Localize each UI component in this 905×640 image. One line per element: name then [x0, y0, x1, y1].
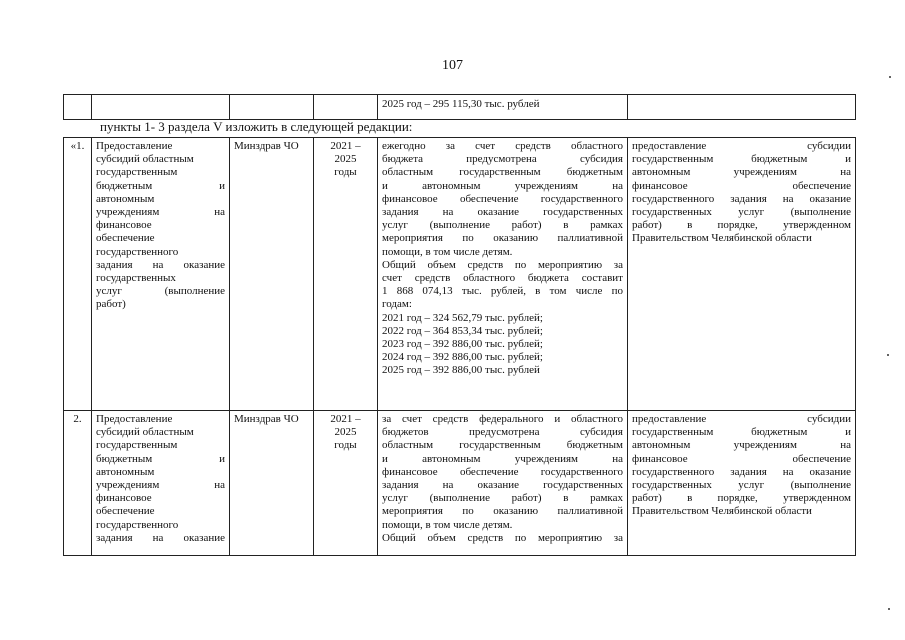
cell-period [314, 95, 378, 120]
text-line: государственного задания на оказание [632, 465, 851, 478]
cell-executor: Минздрав ЧО [230, 138, 314, 411]
text-line: финансовое обеспечение [632, 179, 851, 192]
text-line: государственного задания на оказание [632, 192, 851, 205]
text-line: государственных услуг (выполнение [632, 479, 851, 492]
text-line: Предоставление [96, 413, 173, 425]
cell-activity [378, 411, 628, 556]
text-line: за счет средств федерального и областного [382, 413, 623, 425]
text-line: государственных [96, 272, 176, 285]
text-line: обеспечение [96, 232, 155, 245]
text-line: автономным [96, 465, 155, 478]
cell-description [92, 138, 230, 411]
text-line: финансовое обеспечение государственного [382, 192, 623, 205]
scan-speck [889, 76, 891, 78]
cell-period [314, 138, 378, 411]
text-line: задания на оказание [96, 531, 225, 544]
cell-num: 2. [64, 411, 92, 556]
text-line: предоставление субсидии [632, 140, 851, 152]
text-line: 2021 – [330, 413, 361, 425]
text-line: годы [334, 439, 357, 452]
measures-table [63, 137, 856, 556]
text-line: 2021 – [330, 140, 361, 152]
text-line: 2025 [334, 426, 357, 439]
text-line: автономным учреждениям на [632, 439, 851, 452]
text-line: бюджетов предусмотрена субсидия [382, 426, 623, 439]
text-line: финансовое обеспечение [632, 452, 851, 465]
text-line: 2021 год – 324 562,79 тыс. рублей; [382, 311, 543, 324]
text-line: услуг (выполнение работ) в рамках [382, 219, 623, 232]
cell-activity: 2025 год – 295 115,30 тыс. рублей [378, 95, 628, 120]
text-line: бюджетным и [96, 452, 225, 465]
cell-description [92, 411, 230, 556]
text-line: задания на оказание государственных [382, 206, 623, 219]
text-line: 2024 год – 392 886,00 тыс. рублей; [382, 351, 543, 364]
text-line: государственным бюджетным и [632, 153, 851, 166]
text-line: бюджетным и [96, 179, 225, 192]
text-line: помощи, в том числе детям. [382, 245, 513, 258]
text-line: областным государственным бюджетным [382, 439, 623, 452]
text-line: и автономным учреждениям на [382, 452, 623, 465]
cell-description [92, 95, 230, 120]
text-line: услуг (выполнение [96, 285, 225, 298]
text-line: счет средств областного бюджета составит [382, 272, 623, 285]
text-line: учреждениям на [96, 479, 225, 492]
text-line: ежегодно за счет средств областного [382, 140, 623, 152]
text-line: субсидий областным [96, 153, 194, 166]
text-line: помощи, в том числе детям. [382, 518, 513, 531]
text-line: автономным учреждениям на [632, 166, 851, 179]
cell-basis [628, 95, 856, 120]
text-line: мероприятия по оказанию паллиативной [382, 505, 623, 518]
text-line: государственным бюджетным и [632, 426, 851, 439]
scan-speck [887, 354, 889, 356]
text-line: 2023 год – 392 886,00 тыс. рублей; [382, 338, 543, 351]
text-line: финансовое обеспечение государственного [382, 465, 623, 478]
text-line: государственного [96, 518, 179, 531]
text-line: 2022 год – 364 853,34 тыс. рублей; [382, 324, 543, 337]
text-line: финансовое [96, 492, 152, 505]
text-line: областным государственным бюджетным [382, 166, 623, 179]
previous-table-fragment [63, 94, 856, 120]
text-line: 2025 [334, 153, 357, 166]
text-line: услуг (выполнение работ) в рамках [382, 492, 623, 505]
table-row [64, 138, 856, 411]
text-line: Предоставление [96, 140, 173, 152]
text-line: и автономным учреждениям на [382, 179, 623, 192]
text-line: годам: [382, 298, 412, 311]
cell-basis [628, 138, 856, 411]
text-line: 1 868 074,13 тыс. рублей, в том числе по [382, 285, 623, 298]
table-row [64, 411, 856, 556]
text-line: Общий объем средств по мероприятию за [382, 258, 623, 271]
text-line: автономным [96, 192, 155, 205]
text-line: Правительством Челябинской области [632, 505, 812, 518]
text-line: предоставление субсидии [632, 413, 851, 425]
section-heading: пункты 1- 3 раздела V изложить в следующей редакции: [100, 119, 413, 134]
text-line: годы [334, 166, 357, 179]
text-line: бюджета предусмотрена субсидия [382, 153, 623, 166]
text-line: работ) в порядке, утвержденном [632, 219, 851, 232]
text-line: обеспечение [96, 505, 155, 518]
text-line: учреждениям на [96, 206, 225, 219]
page-number: 107 [442, 58, 463, 73]
text-line: задания на оказание [96, 258, 225, 271]
cell-num [64, 95, 92, 120]
cell-period [314, 411, 378, 556]
text-line: государственным [96, 166, 178, 179]
text-line: работ) [96, 298, 126, 311]
table-row [64, 95, 856, 120]
text-line: 2025 год – 392 886,00 тыс. рублей [382, 364, 540, 377]
text-line: Правительством Челябинской области [632, 232, 812, 245]
cell-activity [378, 138, 628, 411]
text-line: финансовое [96, 219, 152, 232]
cell-executor [230, 95, 314, 120]
cell-basis [628, 411, 856, 556]
cell-executor: Минздрав ЧО [230, 411, 314, 556]
text-line: субсидий областным [96, 426, 194, 439]
cell-num: «1. [64, 138, 92, 411]
text-line: мероприятия по оказанию паллиативной [382, 232, 623, 245]
text-line: государственного [96, 245, 179, 258]
text-line: государственным [96, 439, 178, 452]
scan-speck [888, 608, 890, 610]
text-line: работ) в порядке, утвержденном [632, 492, 851, 505]
text-line: государственных услуг (выполнение [632, 206, 851, 219]
text-line: Общий объем средств по мероприятию за [382, 531, 623, 544]
text-line: задания на оказание государственных [382, 479, 623, 492]
